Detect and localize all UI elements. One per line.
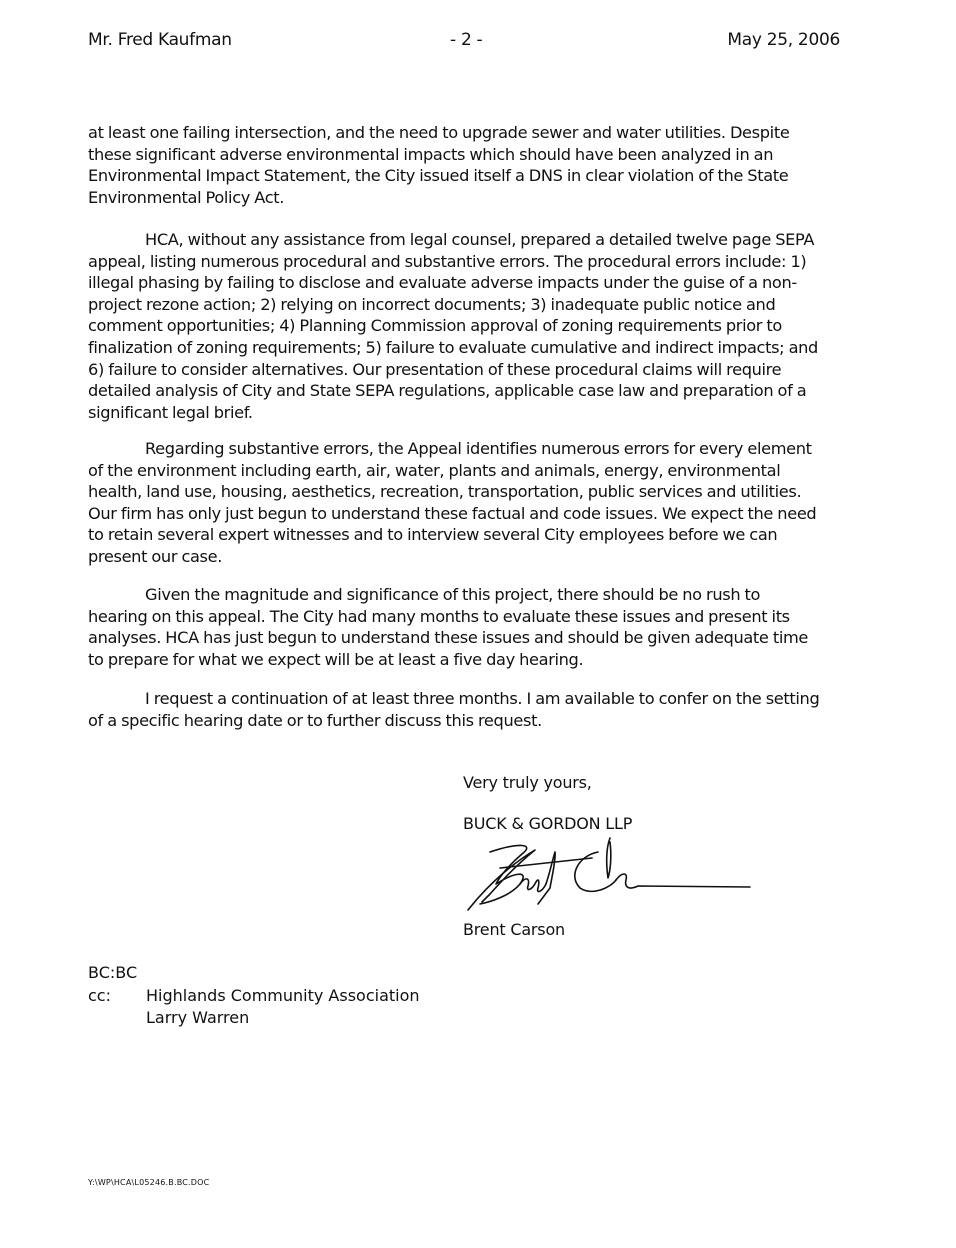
- file-path-footer: Y:\WP\HCA\L05246.B.BC.DOC: [88, 1178, 210, 1187]
- text-line: present our case.: [88, 546, 223, 566]
- text-line: to retain several expert witnesses and to interview several City employees before we can: [88, 525, 778, 545]
- header-date: May 25, 2006: [727, 30, 840, 50]
- text-line: at least one failing intersection, and the need to upgrade sewer and water utilities. Despite: [88, 123, 790, 142]
- text-line: illegal phasing by failing to disclose and evaluate adverse impacts under the guise of a non-: [88, 273, 797, 293]
- text-line: appeal, listing numerous procedural and substantive errors. The procedural errors include: 1): [88, 251, 807, 271]
- text-line: Given the magnitude and significance of this project, there should be no rush to: [145, 585, 761, 604]
- cc-label: cc:: [88, 986, 111, 1005]
- paragraph-1: [88, 122, 848, 208]
- text-line: Our firm has only just begun to understand these factual and code issues. We expect the need: [88, 503, 817, 523]
- cc-recipient: Larry Warren: [146, 1007, 250, 1027]
- paragraph-2: [88, 229, 848, 423]
- text-line: Environmental Impact Statement, the City issued itself a DNS in clear violation of the State: [88, 166, 789, 186]
- text-line: hearing on this appeal. The City had many months to evaluate these issues and present its: [88, 606, 790, 626]
- text-line: Regarding substantive errors, the Appeal identifies numerous errors for every element: [145, 439, 812, 458]
- text-line: HCA, without any assistance from legal counsel, prepared a detailed twelve page SEPA: [145, 230, 815, 249]
- text-line: detailed analysis of City and State SEPA regulations, applicable case law and preparation of a: [88, 381, 807, 401]
- text-line: these significant adverse environmental impacts which should have been analyzed in an: [88, 144, 774, 164]
- text-line: analyses. HCA has just begun to understand these issues and should be given adequate time: [88, 628, 809, 648]
- cc-list: [146, 985, 420, 1028]
- text-line: Environmental Policy Act.: [88, 187, 285, 207]
- text-line: of the environment including earth, air, water, plants and animals, energy, environmental: [88, 460, 781, 480]
- paragraph-4: [88, 584, 848, 670]
- paragraph-3: [88, 438, 848, 568]
- paragraph-5: [88, 688, 848, 731]
- signer-name: Brent Carson: [463, 920, 565, 939]
- signature-icon: [460, 832, 760, 922]
- text-line: significant legal brief.: [88, 402, 253, 422]
- text-line: of a specific hearing date or to further discuss this request.: [88, 710, 542, 730]
- text-line: project rezone action; 2) relying on incorrect documents; 3) inadequate public notice and: [88, 294, 776, 314]
- initials: BC:BC: [88, 963, 138, 982]
- text-line: comment opportunities; 4) Planning Commission approval of zoning requirements prior to: [88, 316, 782, 336]
- firm-name: BUCK & GORDON LLP: [463, 814, 633, 833]
- header-page-number: - 2 -: [450, 30, 483, 50]
- cc-recipient: Highlands Community Association: [146, 986, 420, 1005]
- header-recipient: Mr. Fred Kaufman: [88, 30, 232, 50]
- text-line: finalization of zoning requirements; 5) failure to evaluate cumulative and indirect impacts; and: [88, 337, 818, 357]
- text-line: I request a continuation of at least three months. I am available to confer on the setting: [145, 689, 820, 708]
- text-line: 6) failure to consider alternatives. Our presentation of these procedural claims will require: [88, 359, 782, 379]
- text-line: to prepare for what we expect will be at least a five day hearing.: [88, 649, 584, 669]
- closing-salutation: Very truly yours,: [463, 773, 592, 792]
- text-line: health, land use, housing, aesthetics, recreation, transportation, public services and utilities.: [88, 482, 802, 502]
